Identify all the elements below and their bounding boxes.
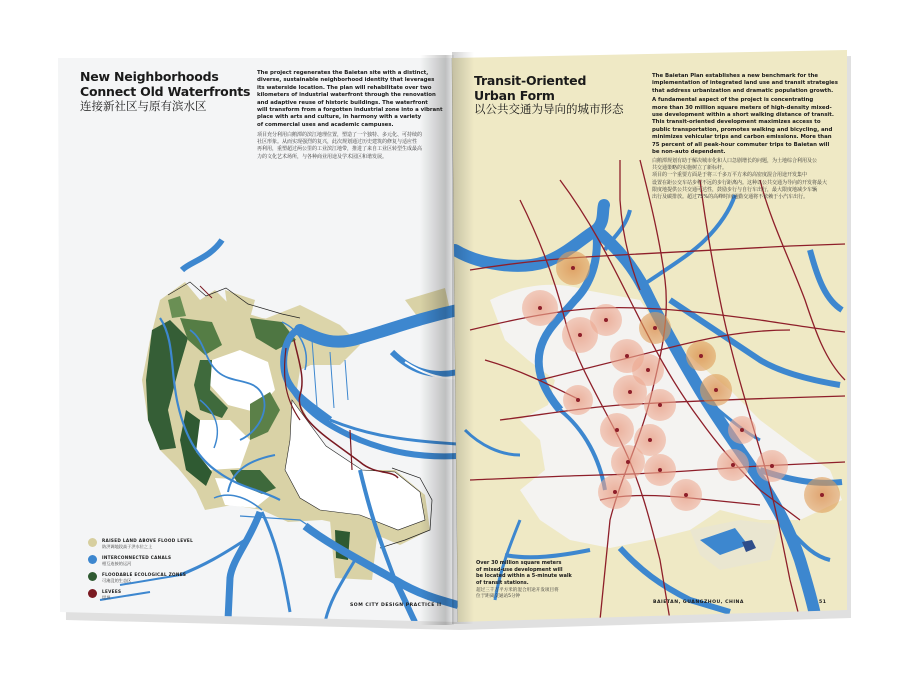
body-line: 共交通策略的实施树立了新标杆。	[652, 165, 728, 172]
legend-label: LEVEES	[102, 589, 122, 594]
body-line: 项目充分利用白鹅潭的滨江地理位置，塑造了一个独特、多元化、可持续的	[257, 132, 423, 138]
body-line: public transportation, promotes walking and bicycling, and	[652, 126, 833, 133]
right-body-cn	[652, 158, 844, 201]
body-line: more than 30 million square meters of high-density mixed-	[652, 104, 832, 111]
body-line: will transform from a forgotten industrial zone into a vibrant	[257, 107, 443, 114]
legend-label: RAISED LAND ABOVE FLOOD LEVEL	[102, 538, 194, 543]
callout-line: 超过三千万平方米的混合用途开发项目将	[476, 588, 559, 593]
legend-swatch-ecological-zones	[88, 572, 97, 581]
right-body-en	[652, 73, 844, 156]
left-title	[80, 69, 250, 99]
left-title-line: New Neighborhoods	[80, 69, 219, 84]
right-title-line: Transit-Oriented	[474, 73, 587, 88]
callout-line: of transit stations.	[476, 579, 529, 586]
body-line: A fundamental aspect of the project is concentrating	[652, 97, 814, 104]
body-line: 项目的一个重要方面是于将三千多万平方米的高密度混合用途开发集中	[652, 172, 808, 179]
body-line: kilometers of industrial waterfront through the renovation	[257, 92, 436, 99]
callout-line: of mixed-use development will	[476, 566, 563, 573]
body-line: 限度地提供公共交通可达性，鼓励步行与自行车出行，最大限度地减少车辆	[652, 186, 818, 193]
body-line: The project regenerates the Baietan site with a distinct,	[257, 70, 429, 76]
legend-swatch-levees	[88, 589, 97, 598]
body-line: 社区形象。从而实现强烈的复兴，此次规划通过历史建筑的修复与适应性	[257, 139, 418, 146]
body-line: 白鹅潭规划有助于解决城市化和人口急剧增长的问题，为土地综合利用及公	[652, 158, 818, 164]
left-footer: SOM CITY DESIGN PRACTICE II	[350, 603, 442, 608]
right-title-line: Urban Form	[474, 88, 555, 103]
legend-label: INTERCONNECTED CANALS	[102, 555, 172, 560]
legend-label-cn: 堤坝	[102, 595, 111, 600]
page-number: 51	[819, 600, 827, 605]
body-line: and adaptive reuse of historic buildings. The waterfront	[257, 99, 428, 106]
body-line: 再利用，重塑超过两公里的工业滨江地带，推进了来自工业区转型生成最高	[257, 146, 423, 153]
left-body-cn	[257, 132, 452, 161]
legend-label-cn: 防洪调地段高于洪水位之上	[102, 544, 153, 549]
body-line: 出行及碳排放。超过75%的高峰时间通勤交通将不依赖于小汽车出行。	[652, 194, 809, 201]
left-body-en	[257, 70, 452, 129]
callout-line: Over 30 million square meters	[476, 560, 562, 566]
right-title	[474, 73, 586, 103]
map-callout	[476, 560, 596, 586]
body-line: 力的文化艺术场所，与各种商业用途及学术园区和谐发展。	[257, 153, 388, 160]
legend-label-cn: 相互连接的运河	[102, 561, 132, 566]
legend-swatch-canals	[88, 555, 97, 564]
body-line: that address urbanization and dramatic population growth.	[652, 87, 834, 94]
body-line: 75 percent of all peak-hour commuter trips to Baietan will	[652, 141, 830, 148]
callout-line: be located within a 5-minute walk	[476, 573, 572, 580]
body-line: This transit-oriented development maximizes access to	[652, 119, 821, 126]
right-footer-location: BAIETAN, GUANGZHOU, CHINA	[653, 600, 744, 605]
legend-label-cn: 可淹没的生态区	[102, 578, 132, 583]
body-line: The Baietan Plan establishes a new benchmark for the	[652, 73, 819, 79]
body-line: diverse, sustainable neighborhood identity that leverages	[257, 77, 435, 84]
legend-label: FLOODABLE ECOLOGICAL ZONES	[102, 572, 187, 577]
body-line: of commercial uses and academic campuses.	[257, 121, 394, 128]
body-line: be non-auto dependent.	[652, 149, 726, 156]
legend-swatch-raised-land	[88, 538, 97, 547]
left-title-line: Connect Old Waterfronts	[80, 84, 251, 99]
body-line: implementation of integrated land use and transit strategies	[652, 80, 838, 87]
right-title-cn: 以公共交通为导向的城市形态	[474, 102, 624, 116]
callout-line: 位于距离交通站5分钟	[476, 594, 521, 599]
body-line: 设置在距公交车站步程不远的步行距离内。这种以公共交通为导向的开发将最大	[652, 179, 828, 186]
body-line: its waterside location. The plan will rehabilitate over two	[257, 84, 432, 91]
map-callout-cn	[476, 588, 606, 600]
body-line: place with arts and culture, in harmony with a variety	[257, 114, 422, 121]
body-line: use development within a short walking distance of transit.	[652, 112, 834, 119]
body-line: minimizes vehicular trips and carbon emissions. More than	[652, 134, 832, 141]
left-title-cn: 连接新社区与原有滨水区	[80, 99, 207, 113]
